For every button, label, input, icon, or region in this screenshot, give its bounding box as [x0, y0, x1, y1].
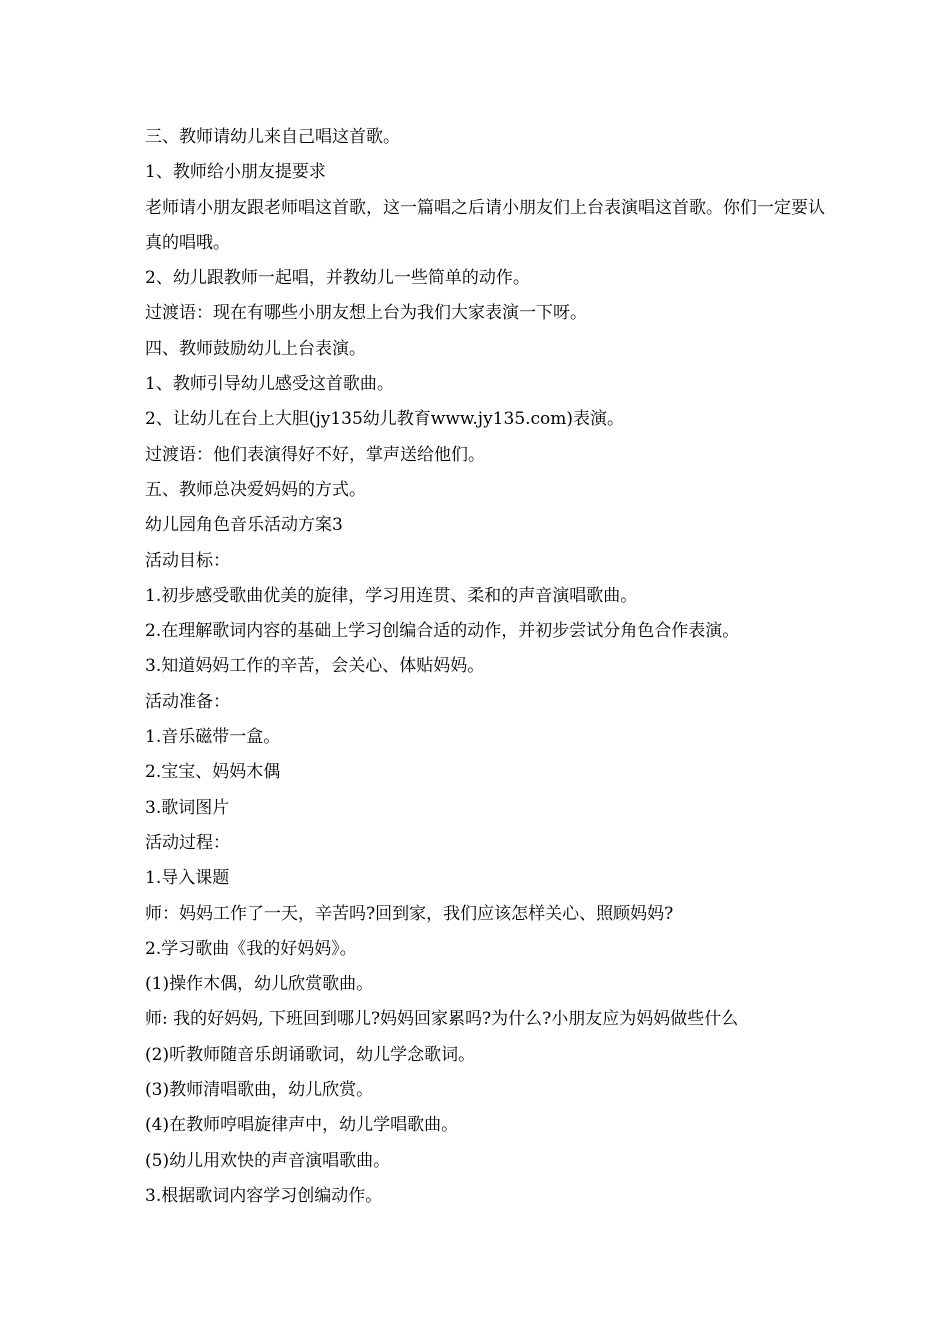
paragraph: 1、教师引导幼儿感受这首歌曲。	[145, 374, 394, 395]
paragraph: 老师请小朋友跟老师唱这首歌，这一篇唱之后请小朋友们上台表演唱这首歌。你们一定要认真的唱哦。	[145, 197, 825, 253]
paragraph: 师: 我的好妈妈, 下班回到哪儿?妈妈回家累吗?为什么?小朋友应为妈妈做些什么	[145, 1009, 739, 1030]
list-item: (5)幼儿用欢快的声音演唱歌曲。	[145, 1150, 391, 1171]
section-heading: 活动准备：	[145, 691, 230, 712]
list-item: 2.学习歌曲《我的好妈妈》。	[145, 938, 357, 959]
section-heading: 五、教师总决爱妈妈的方式。	[145, 479, 366, 500]
paragraph: 过渡语：他们表演得好不好，掌声送给他们。	[145, 444, 485, 465]
list-item: 3.根据歌词内容学习创编动作。	[145, 1185, 383, 1206]
section-heading: 四、教师鼓励幼儿上台表演。	[145, 338, 366, 359]
list-item: 1.音乐磁带一盒。	[145, 727, 281, 748]
list-item: (1)操作木偶，幼儿欣赏歌曲。	[145, 974, 374, 995]
paragraph: 2、幼儿跟教师一起唱，并教幼儿一些简单的动作。	[145, 268, 530, 289]
list-item: (4)在教师哼唱旋律声中，幼儿学唱歌曲。	[145, 1115, 459, 1136]
section-heading: 活动目标：	[145, 550, 230, 571]
paragraph: 2、让幼儿在台上大胆(jy135幼儿教育www.jy135.com)表演。	[145, 409, 625, 430]
list-item: 1.初步感受歌曲优美的旋律，学习用连贯、柔和的声音演唱歌曲。	[145, 585, 638, 606]
document-subtitle: 幼儿园角色音乐活动方案3	[145, 515, 343, 536]
paragraph: 三、教师请幼儿来自己唱这首歌。	[145, 127, 400, 147]
paragraph: 1、教师给小朋友提要求	[145, 162, 326, 183]
section-heading: 活动过程：	[145, 832, 230, 853]
list-item: 2.宝宝、妈妈木偶	[145, 762, 281, 783]
paragraph: 师：妈妈工作了一天，辛苦吗?回到家，我们应该怎样关心、照顾妈妈?	[145, 903, 674, 924]
list-item: 3.知道妈妈工作的辛苦，会关心、体贴妈妈。	[145, 656, 485, 677]
list-item: 1.导入课题	[145, 868, 230, 889]
document-body	[145, 120, 825, 1214]
list-item: (3)教师清唱歌曲，幼儿欣赏。	[145, 1080, 374, 1101]
list-item: 3.歌词图片	[145, 797, 230, 818]
list-item: (2)听教师随音乐朗诵歌词，幼儿学念歌词。	[145, 1044, 476, 1065]
list-item: 2.在理解歌词内容的基础上学习创编合适的动作，并初步尝试分角色合作表演。	[145, 621, 740, 642]
paragraph: 过渡语：现在有哪些小朋友想上台为我们大家表演一下呀。	[145, 303, 587, 324]
